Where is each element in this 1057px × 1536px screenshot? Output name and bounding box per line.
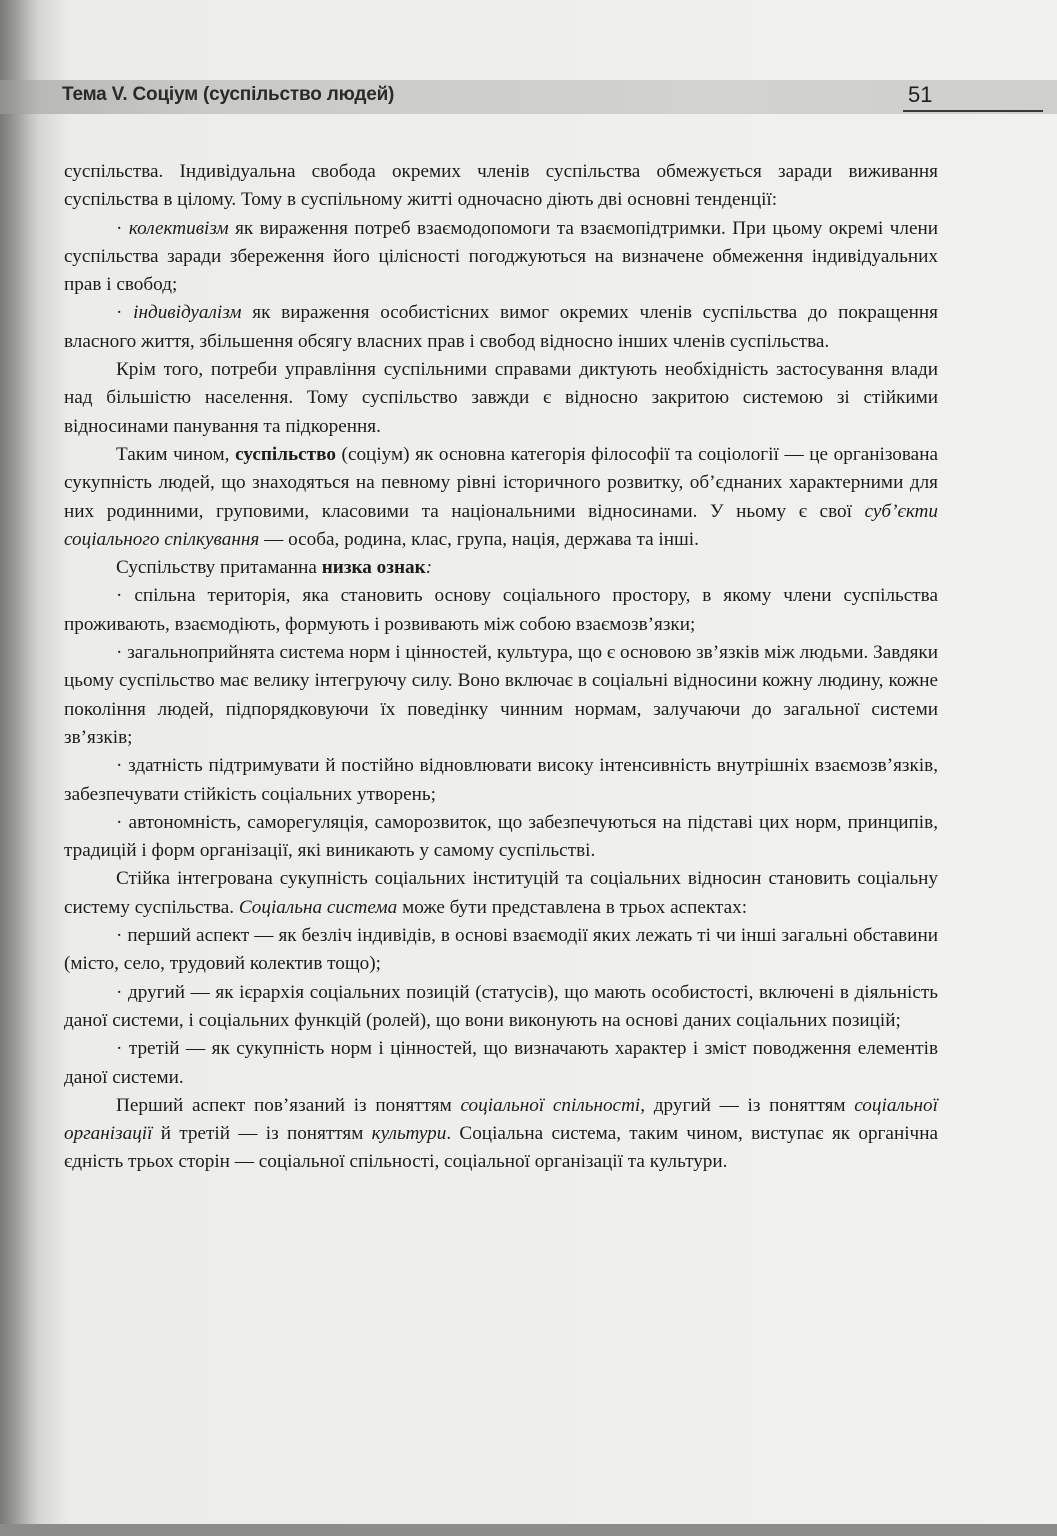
paragraph-definition — [64, 441, 938, 554]
text-run: (соціум) як основна категорія філософії та соціології — це організована сукупність людей, що знаходяться на певному рівні історичного розвитку, об’єднаних характерними для них родинними, груповими, класовими та національними відносинами. У ньому є свої — [64, 443, 938, 522]
paragraph-features-intro — [64, 554, 938, 582]
term-social-system: Соціальна система — [238, 896, 398, 918]
page-number: 51 — [908, 82, 933, 107]
text-run: Таким чином, — [116, 443, 236, 465]
bullet-item: · автономність, саморегуляція, саморозвиток, що забезпечуються на підставі цих норм, принципів, традицій і форм організації, які виникають у самому суспільстві. — [64, 809, 938, 866]
term-organization: соціальної організації — [64, 1094, 938, 1145]
text-run: . Соціальна система, таким чином, виступає як органічна єдність трьох сторін — соціальної спільності, соціальної організації та культури. — [64, 1123, 938, 1173]
body-text — [64, 158, 938, 1177]
bullet-item-collectivism — [64, 215, 938, 300]
term-subjects: суб’єкти соціального спілкування — [64, 500, 938, 550]
running-title: Тема V. Соціум (суспільство людей) — [62, 84, 395, 105]
bullet-item: · загальноприйнята система норм і цінностей, культура, що є основою зв’язків між людьми. Завдяки цьому суспільство має велику інтегруючу силу. Воно включає в соціальні відносини кожну людину, кожне покоління людей, підпорядковуючи їх поведінку чинним нормам, залучаючи до загальної системи зв’язків; — [64, 639, 938, 752]
text-run: , другий — із поняттям — [640, 1094, 855, 1116]
paragraph-conclusion — [64, 1092, 938, 1177]
text-run: Перший аспект пов’язаний із поняттям — [116, 1094, 461, 1116]
binding-shadow — [0, 0, 40, 1536]
bullet-text: як вираження особистісних вимог окремих членів суспільства до покращення власного життя, збільшення обсягу власних прав і свобод відносно інших членів суспільства. — [64, 302, 939, 352]
page-number-rule — [903, 110, 1043, 112]
bullet-item: · здатність підтримувати й постійно відновлювати високу інтенсивність внутрішніх взаємозв’язків, забезпечувати стійкість соціальних утворень; — [64, 752, 938, 809]
text-run: Суспільству притаманна — [116, 557, 322, 579]
text-run: — особа, родина, клас, група, нація, держава та інші. — [259, 528, 699, 550]
term-features: низка ознак — [321, 557, 426, 579]
page-bottom-edge — [0, 1524, 1057, 1536]
term-collectivism: колективізм — [128, 217, 229, 239]
bullet-item: · третій — як сукупність норм і цінностей, що визначають характер і зміст поводження елементів даної системи. — [64, 1035, 938, 1092]
term-individualism: індивідуалізм — [133, 302, 242, 324]
bullet-item: · спільна територія, яка становить основу соціального простору, в якому члени суспільства проживають, взаємодіють, формують і розвивають між собою взаємозв’язки; — [64, 582, 938, 639]
paragraph: Крім того, потреби управління суспільними справами диктують необхідність застосування влади над більшістю населення. Тому суспільство завжди є відносно закритою системою зі стійкими відносинами панування та підкорення. — [64, 359, 938, 437]
text-run: Стійка інтегрована сукупність соціальних інституцій та соціальних відносин становить соціальну систему суспільства. — [64, 868, 938, 918]
text-run: може бути представлена в трьох аспектах: — [397, 896, 748, 918]
bullet-item: · перший аспект — як безліч індивідів, в основі взаємодії яких лежать ті чи інші загальні обставини (місто, село, трудовий колектив тощо); — [64, 922, 938, 979]
bullet-item: · другий — як ієрархія соціальних позицій (статусів), що мають особистості, включені в діяльність даної системи, і соціальних функцій (ролей), що вони виконують на основі даних соціальних позицій; — [64, 979, 938, 1036]
bullet-text: як вираження потреб взаємодопомоги та взаємопідтримки. При цьому окремі члени суспільства заради збереження його цілісності погоджуються на визначене обмеження індивідуальних прав і свобод; — [64, 217, 938, 296]
text-run: й третій — із поняттям — [152, 1123, 372, 1145]
paragraph-social-system — [64, 865, 938, 922]
paragraph: суспільства. Індивідуальна свобода окремих членів суспільства обмежується заради виживання суспільства в цілому. Тому в суспільному житті одночасно діють дві основні тенденції: — [64, 161, 938, 211]
term-culture: культури — [371, 1123, 447, 1145]
term-community: соціальної спільності — [460, 1094, 641, 1116]
bullet-item-individualism — [64, 299, 938, 356]
text-run: : — [425, 557, 433, 579]
term-society: суспільство — [235, 443, 336, 465]
